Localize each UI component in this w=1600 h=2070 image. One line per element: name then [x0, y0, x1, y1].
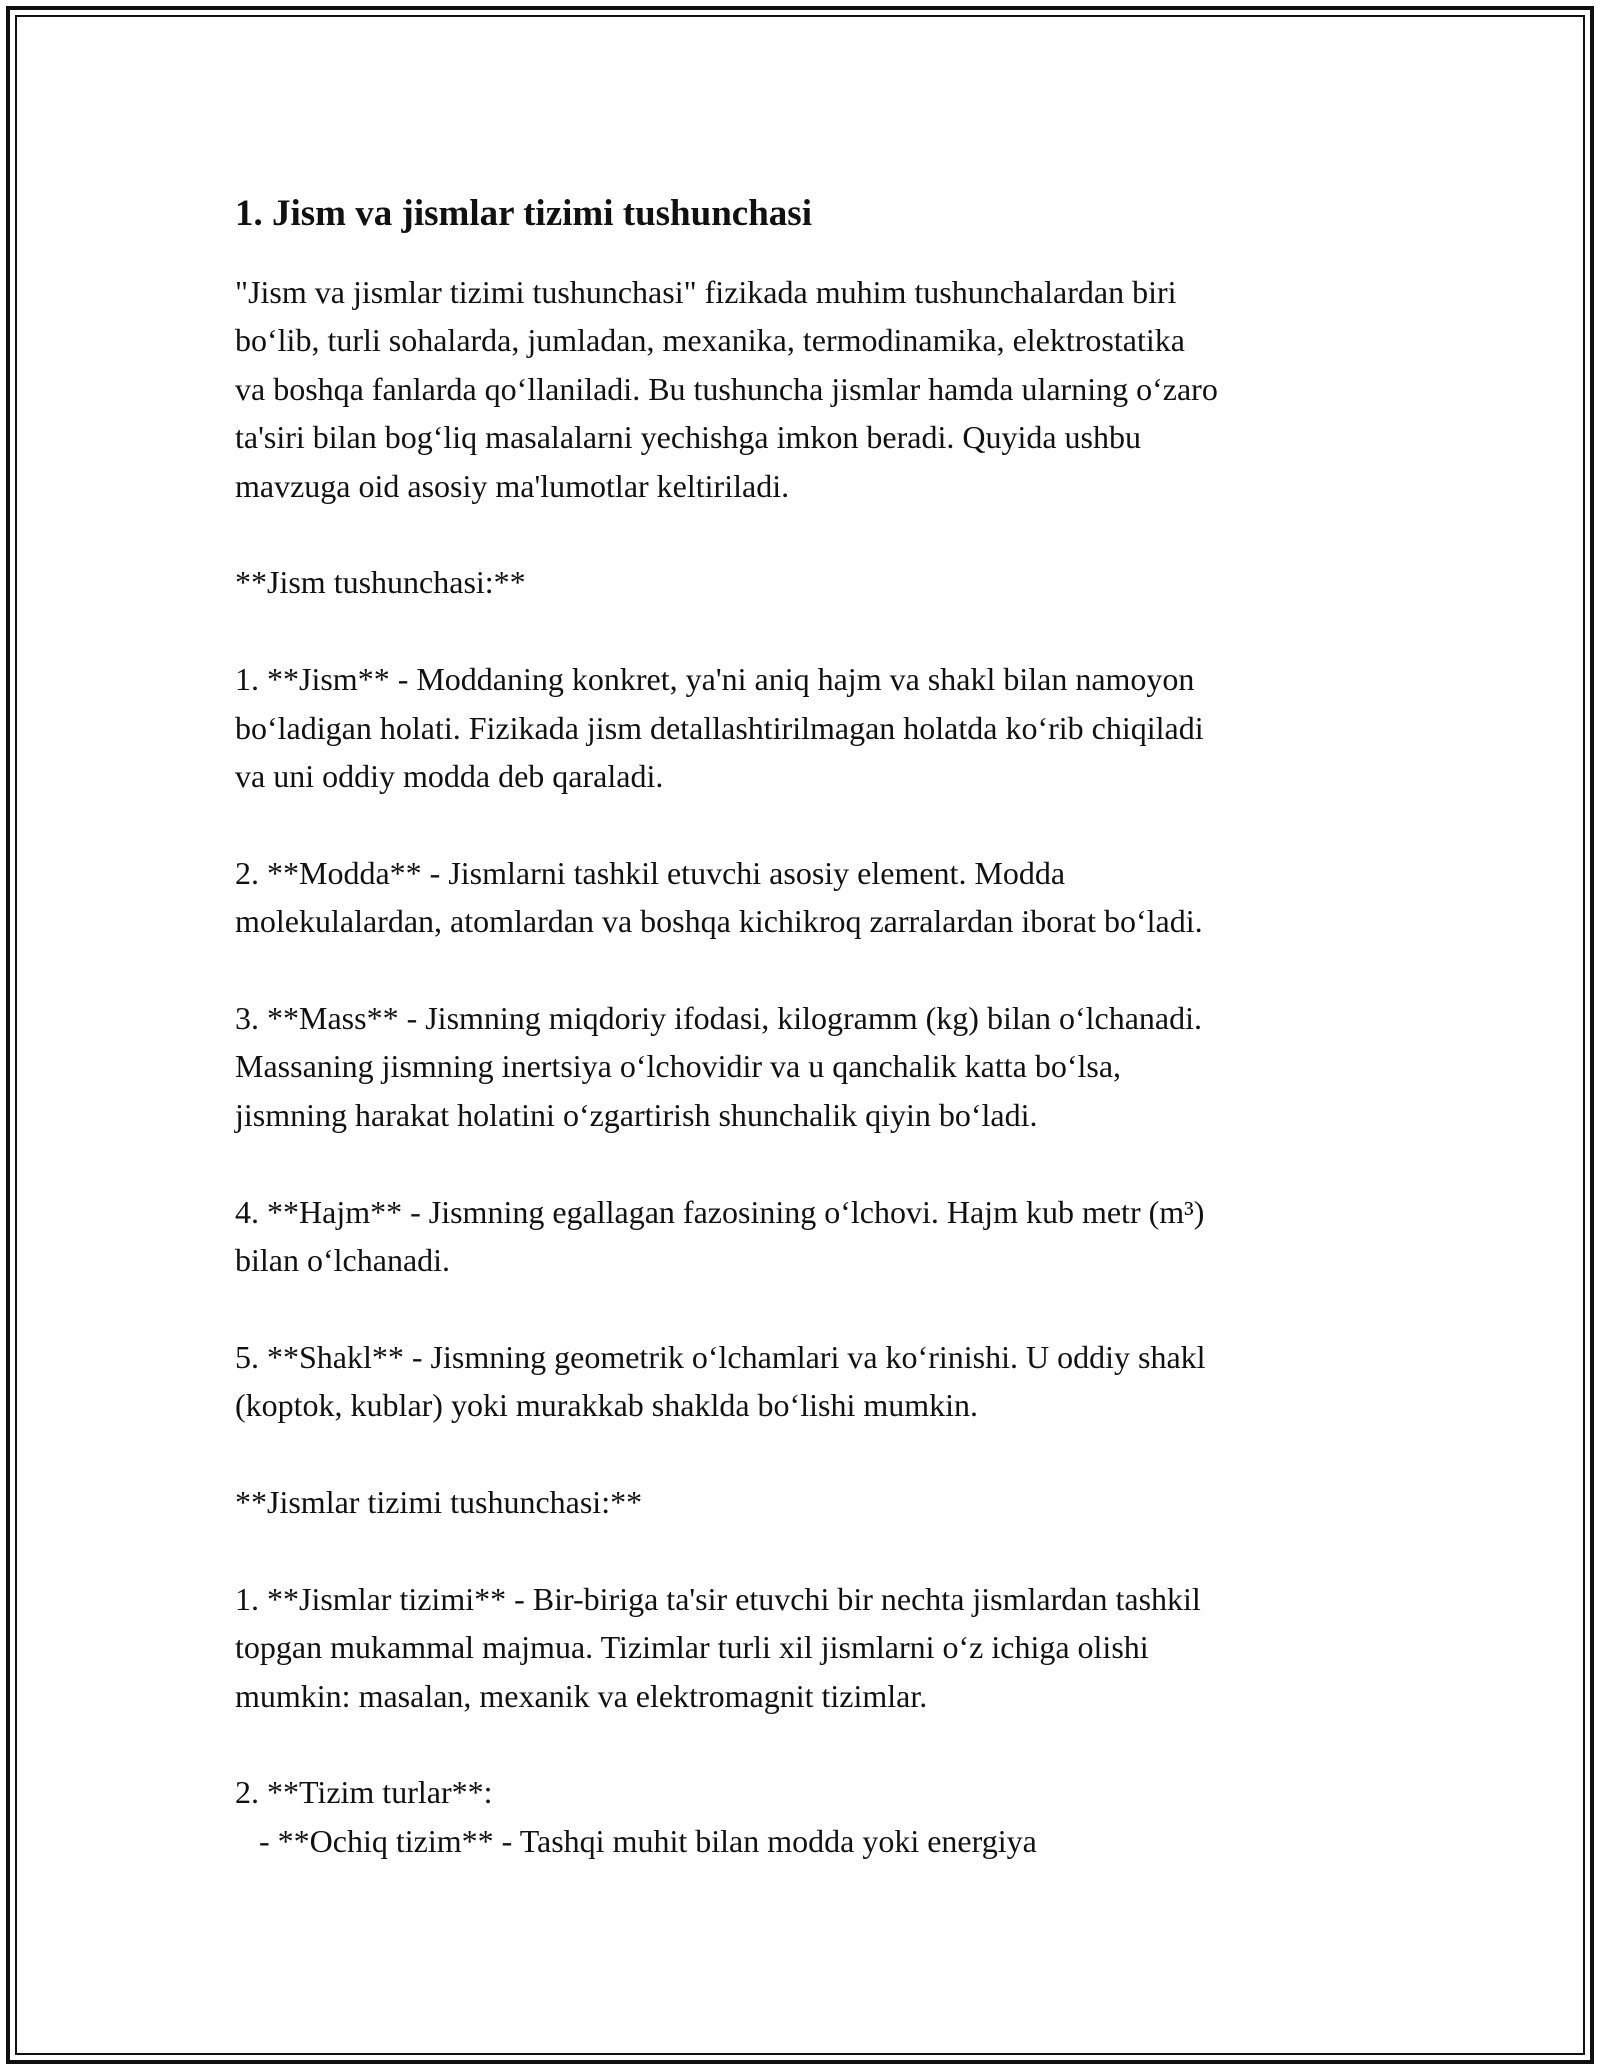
- document-title: 1. Jism va jismlar tizimi tushunchasi: [235, 193, 812, 234]
- intro-paragraph: "Jism va jismlar tizimi tushunchasi" fizikada muhim tushunchalardan biri bo‘lib, turli sohalarda, jumladan, mexanika, termodinamika, elektrostatika va boshqa fanlarda qo‘llaniladi. Bu tushuncha jismlar hamda ularning o‘zaro ta'siri bilan bog‘liq masalalarni yechishga imkon beradi. Quyida ushbu mavzuga oid asosiy ma'lumotlar keltiriladi.: [235, 274, 1218, 504]
- paragraph-spacer: [235, 800, 1385, 848]
- paragraph-spacer: [235, 1720, 1385, 1768]
- paragraph-spacer: [235, 1284, 1385, 1332]
- paragraph-spacer: [235, 1526, 1385, 1574]
- paragraph-spacer: [235, 946, 1385, 994]
- list-item-jism: 1. **Jism** - Moddaning konkret, ya'ni aniq hajm va shakl bilan namoyon bo‘ladigan holati. Fizikada jism detallashtirilmagan holatda ko‘rib chiqiladi va uni oddiy modda deb qaraladi.: [235, 661, 1204, 795]
- paragraph-spacer: [235, 1139, 1385, 1187]
- section-heading-jism: **Jism tushunchasi:**: [235, 564, 526, 601]
- list-item-mass: 3. **Mass** - Jismning miqdoriy ifodasi, kilogramm (kg) bilan o‘lchanadi. Massaning jismning inertsiya o‘lchovidir va u qanchalik katta bo‘lsa, jismning harakat holatini o‘zgartirish shunchalik qiyin bo‘ladi.: [235, 1000, 1202, 1133]
- paragraph-spacer: [235, 510, 1385, 558]
- list-item-hajm: 4. **Hajm** - Jismning egallagan fazosining o‘lchovi. Hajm kub metr (m³) bilan o‘lchanadi.: [235, 1193, 1205, 1279]
- list-item-tizim-turlar: 2. **Tizim turlar**: - **Ochiq tizim** - Tashqi muhit bilan modda yoki energiya: [235, 1774, 1037, 1859]
- document-body: [235, 188, 1385, 1865]
- section-heading-jismlar-tizimi: **Jismlar tizimi tushunchasi:**: [235, 1484, 643, 1521]
- list-item-shakl: 5. **Shakl** - Jismning geometrik o‘lchamlari va ko‘rinishi. U oddiy shakl (koptok, kublar) yoki murakkab shaklda bo‘lishi mumkin.: [235, 1338, 1206, 1424]
- list-item-modda: 2. **Modda** - Jismlarni tashkil etuvchi asosiy element. Modda molekulalardan, atomlardan va boshqa kichikroq zarralardan iborat bo‘ladi.: [235, 854, 1203, 940]
- paragraph-spacer: [235, 1430, 1385, 1478]
- paragraph-spacer: [235, 607, 1385, 655]
- list-item-jismlar-tizimi: 1. **Jismlar tizimi** - Bir-biriga ta'sir etuvchi bir nechta jismlardan tashkil topgan mukammal majmua. Tizimlar turli xil jismlarni o‘z ichiga olishi mumkin: masalan, mexanik va elektromagnit tizimlar.: [235, 1580, 1201, 1714]
